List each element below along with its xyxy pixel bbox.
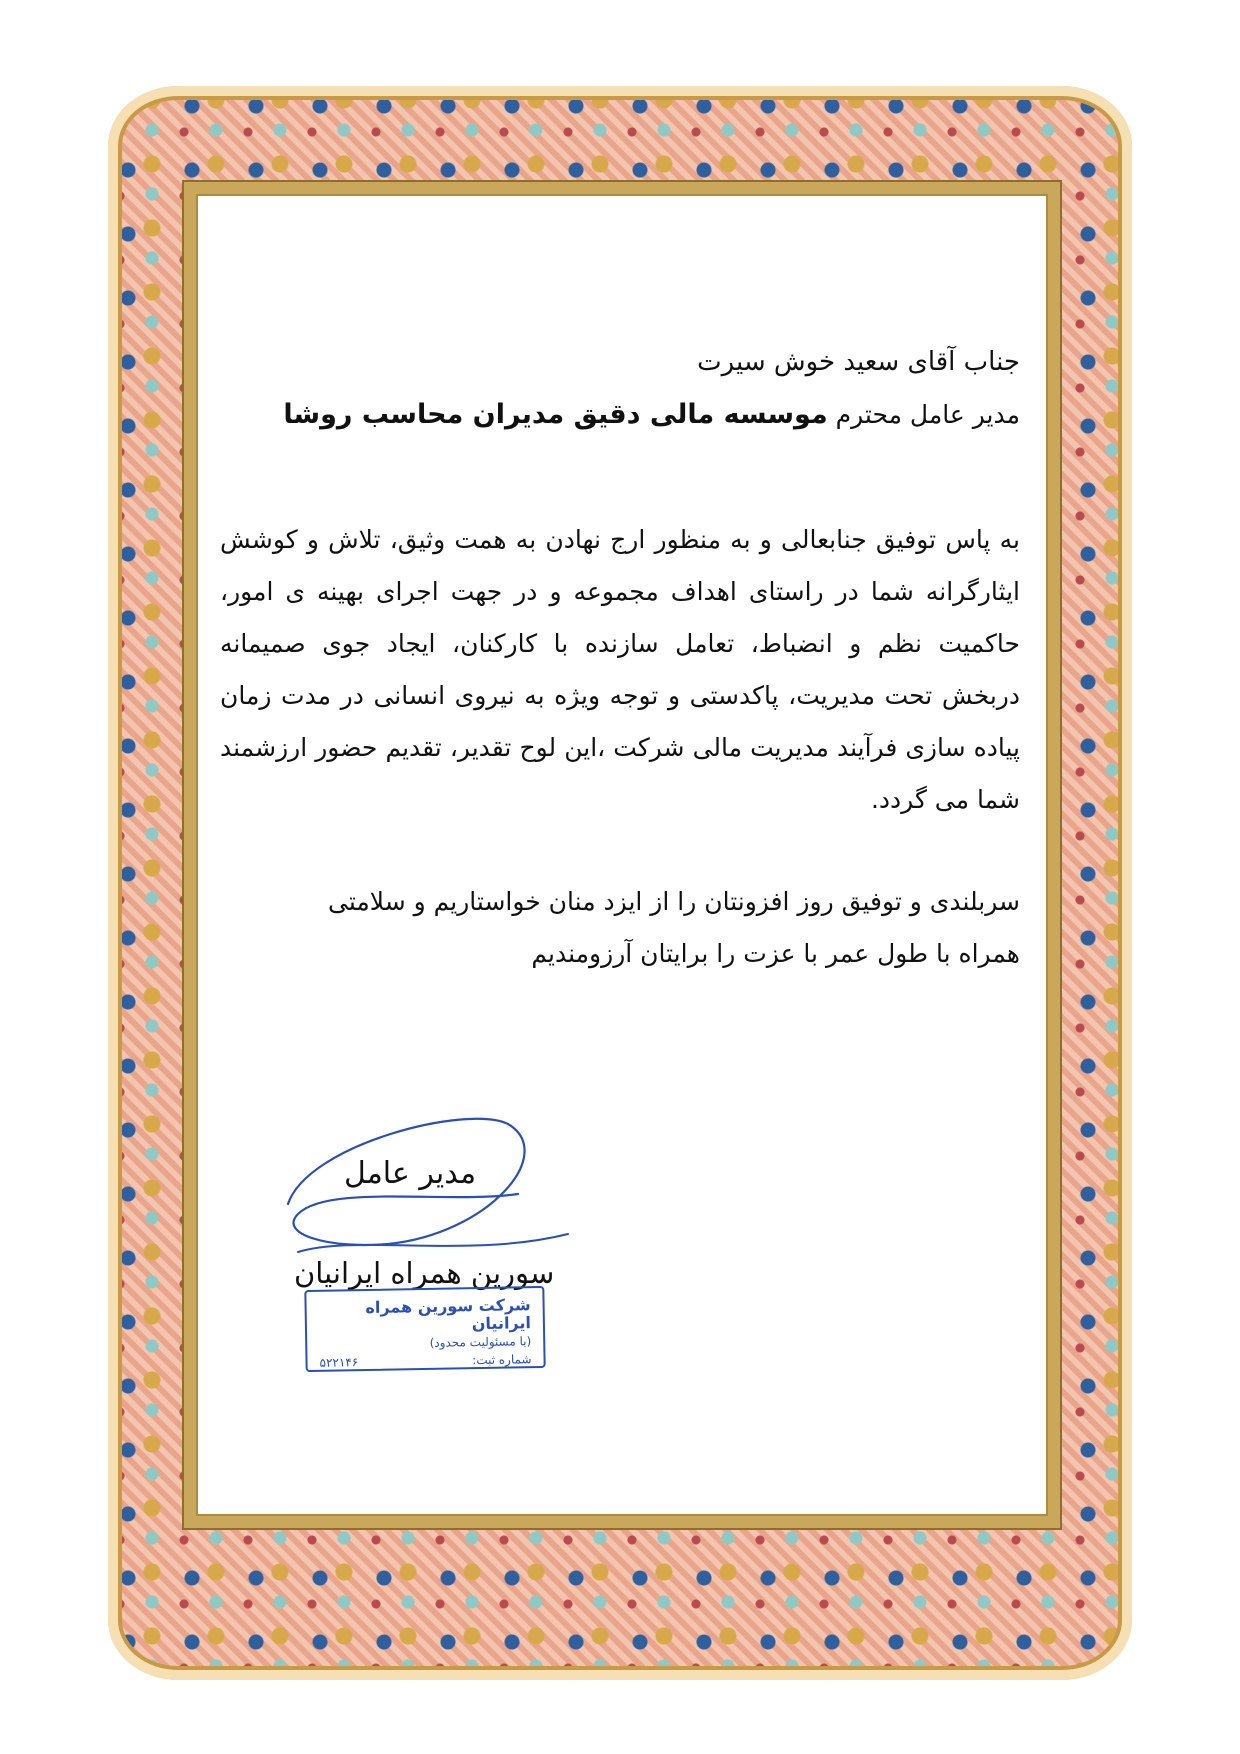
stamp-reg-label: شماره ثبت:	[472, 1352, 532, 1368]
stamp-reg-number: ۵۲۲۱۴۶	[319, 1355, 359, 1370]
stamp-registration	[319, 1350, 531, 1372]
closing-text	[220, 876, 1020, 980]
company-stamp	[304, 1286, 545, 1372]
signer-title: مدیر عامل	[344, 1156, 477, 1191]
stamp-company-type: (با مسئولیت محدود)	[429, 1334, 532, 1350]
recipient-organization: موسسه مالی دقیق مدیران محاسب روشا	[283, 399, 828, 430]
closing-line-2: همراه با طول عمر با عزت را برایتان آرزومندیم	[531, 939, 1020, 968]
recipient-line	[283, 396, 1020, 434]
signer-company: سورین همراه ایرانیان	[294, 1256, 555, 1290]
salutation: جناب آقای سعید خوش سیرت	[697, 347, 1020, 377]
stamp-company: شرکت سورین همراه ایرانیان	[365, 1295, 532, 1334]
appreciation-text: به پاس توفیق جنابعالی و به منظور ارج نهادن به همت وثیق، تلاش و کوشش ایثارگرانه شما در راستای اهداف مجموعه و در جهت اجرای بهینه ی امور، حاکمیت نظم و انضباط، تعامل سازنده با کارکنان، ایجاد جوی صمیمانه دربخش تحت مدیریت، پاکدستی و توجه ویژه به نیروی انسانی در مدت زمان پیاده سازی فرآیند مدیریت مالی شرکت ،این لوح تقدیر، تقدیم حضور ارزشمند شما می گردد.	[220, 525, 1020, 814]
closing-line-1: سربلندی و توفیق روز افزونتان را از ایزد منان خواستاریم و سلامتی	[328, 887, 1020, 916]
recipient-title: مدیر عامل محترم	[827, 400, 1020, 429]
letter-body	[198, 196, 1042, 1510]
